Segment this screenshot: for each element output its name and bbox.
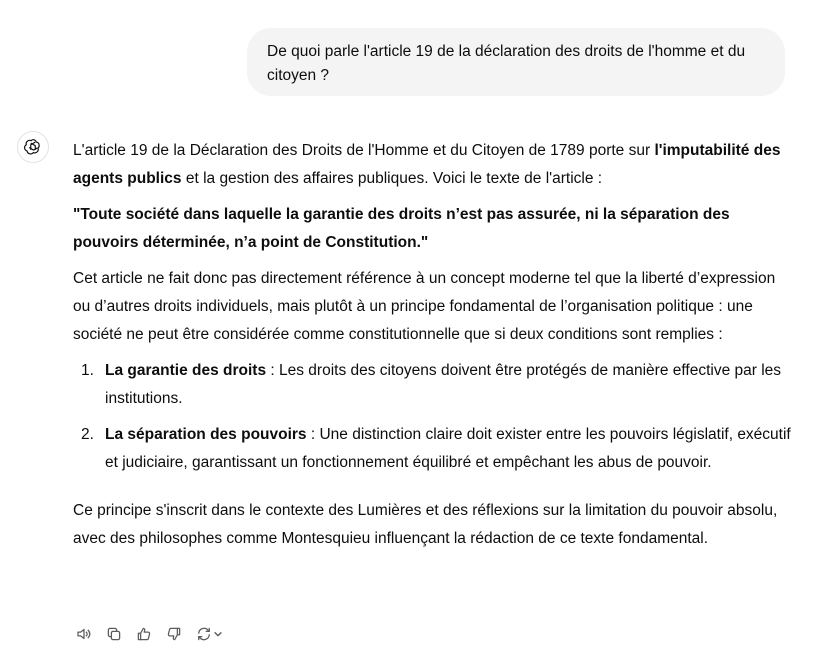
- list-item-title: La garantie des droits: [105, 362, 267, 379]
- intro-text-1: L'article 19 de la Déclaration des Droits de l'Homme et du Citoyen de 1789 porte sur: [73, 142, 655, 159]
- chevron-down-icon: [213, 629, 223, 639]
- good-response-button[interactable]: [132, 622, 156, 646]
- user-message-line-2: citoyen ?: [267, 67, 330, 84]
- user-message-bubble: [247, 28, 785, 96]
- article-quote: [73, 201, 795, 257]
- list-item-text: : Une distinction claire doit exister entre les pouvoirs législatif, exécutif et judiciaire, garantissant un fonctionnement équilibré et empêchant les abus de pouvoir.: [105, 426, 791, 471]
- assistant-response: [73, 137, 795, 561]
- thumbs-down-icon: [165, 625, 183, 643]
- list-item: [73, 357, 795, 413]
- intro-bold: l'imputabilité des agents publics: [73, 142, 781, 187]
- bad-response-button[interactable]: [162, 622, 186, 646]
- thumbs-up-icon: [135, 625, 153, 643]
- message-actions: [72, 622, 226, 646]
- conclusion-paragraph: Ce principe s'inscrit dans le contexte des Lumières et des réflexions sur la limitation du pouvoir absolu, avec des philosophes comme Montesquieu influençant la rédaction de ce texte fondamental.: [73, 502, 778, 547]
- list-number: 1.: [81, 362, 94, 379]
- assistant-avatar: [17, 131, 49, 163]
- intro-paragraph: [73, 137, 795, 193]
- intro-text-2: et la gestion des affaires publiques. Voici le texte de l'article :: [181, 170, 603, 187]
- list-item: [73, 421, 795, 477]
- quote-text: "Toute société dans laquelle la garantie des droits n’est pas assurée, ni la séparation des pouvoirs déterminée, n’a point de Constitution.": [73, 206, 730, 251]
- list-item-text: : Les droits des citoyens doivent être protégés de manière effective par les institutions.: [105, 362, 782, 407]
- regenerate-icon: [195, 625, 213, 643]
- read-aloud-button[interactable]: [72, 622, 96, 646]
- copy-button[interactable]: [102, 622, 126, 646]
- list-item-title: La séparation des pouvoirs: [105, 426, 307, 443]
- openai-logo-icon: [23, 137, 43, 157]
- conditions-list: [73, 357, 795, 477]
- list-number: 2.: [81, 426, 94, 443]
- user-message-line-1: De quoi parle l'article 19 de la déclaration des droits de l'homme et du: [267, 43, 746, 60]
- read-aloud-icon: [75, 625, 93, 643]
- copy-icon: [105, 625, 123, 643]
- regenerate-button[interactable]: [192, 622, 226, 646]
- explanation-paragraph: Cet article ne fait donc pas directement référence à un concept moderne tel que la liberté d’expression ou d’autres droits individuels, mais plutôt à un principe fondamental de l’organisation politique : une société ne peut être considérée comme constitutionnelle que si deux conditions sont remplies :: [73, 270, 776, 343]
